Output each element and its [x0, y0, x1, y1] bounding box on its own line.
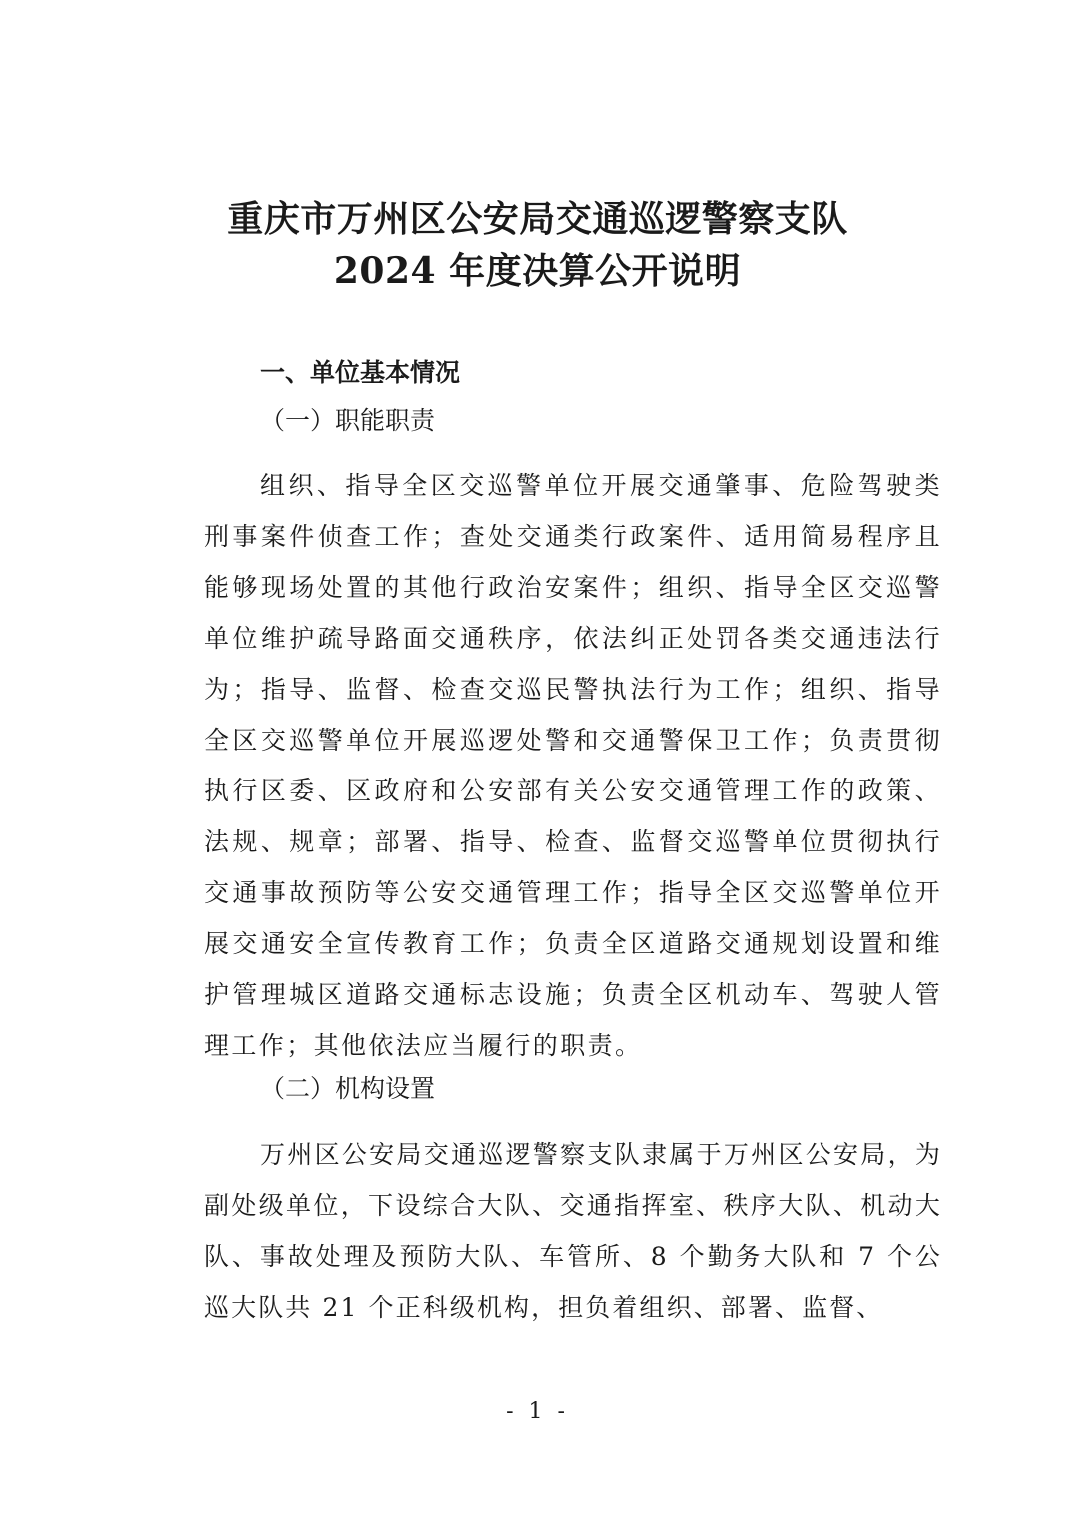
page-number: - 1 -: [506, 1399, 569, 1424]
document-title-line-1: 重庆市万州区公安局交通巡逻警察支队: [227, 198, 848, 240]
functions-paragraph: 组织、指导全区交巡警单位开展交通肇事、危险驾驶类刑事案件侦查工作；查处交通类行政案件、适用简易程序且能够现场处置的其他行政治安案件；组织、指导全区交巡警单位维护疏导路面交通秩序，依法纠正处罚各类交通违法行为；指导、监督、检查交巡民警执法行为工作；组织、指导全区交巡警单位开展巡逻处警和交通警保卫工作；负责贯彻执行区委、区政府和公安部有关公安交通管理工作的政策、法规、规章；部署、指导、检查、监督交巡警单位贯彻执行交通事故预防等公安交通管理工作；指导全区交巡警单位开展交通安全宣传教育工作；负责全区道路交通规划设置和维护管理城区道路交通标志设施；负责全区机动车、驾驶人管理工作；其他依法应当履行的职责。: [204, 471, 942, 1060]
subsection-heading-organization: （二）机构设置: [260, 1074, 436, 1103]
organization-paragraph: 万州区公安局交通巡逻警察支队隶属于万州区公安局，为副处级单位，下设综合大队、交通指挥室、秩序大队、机动大队、事故处理及预防大队、车管所、8 个勤务大队和 7 个公巡大队共 21 个正科级机构，担负着组织、部署、监督、: [204, 1140, 942, 1322]
subsection-heading-functions: （一）职能职责: [260, 406, 436, 435]
section-heading-unit-basics: 一、单位基本情况: [260, 358, 461, 387]
document-title-line-2: 2024 年度决算公开说明: [333, 250, 742, 292]
